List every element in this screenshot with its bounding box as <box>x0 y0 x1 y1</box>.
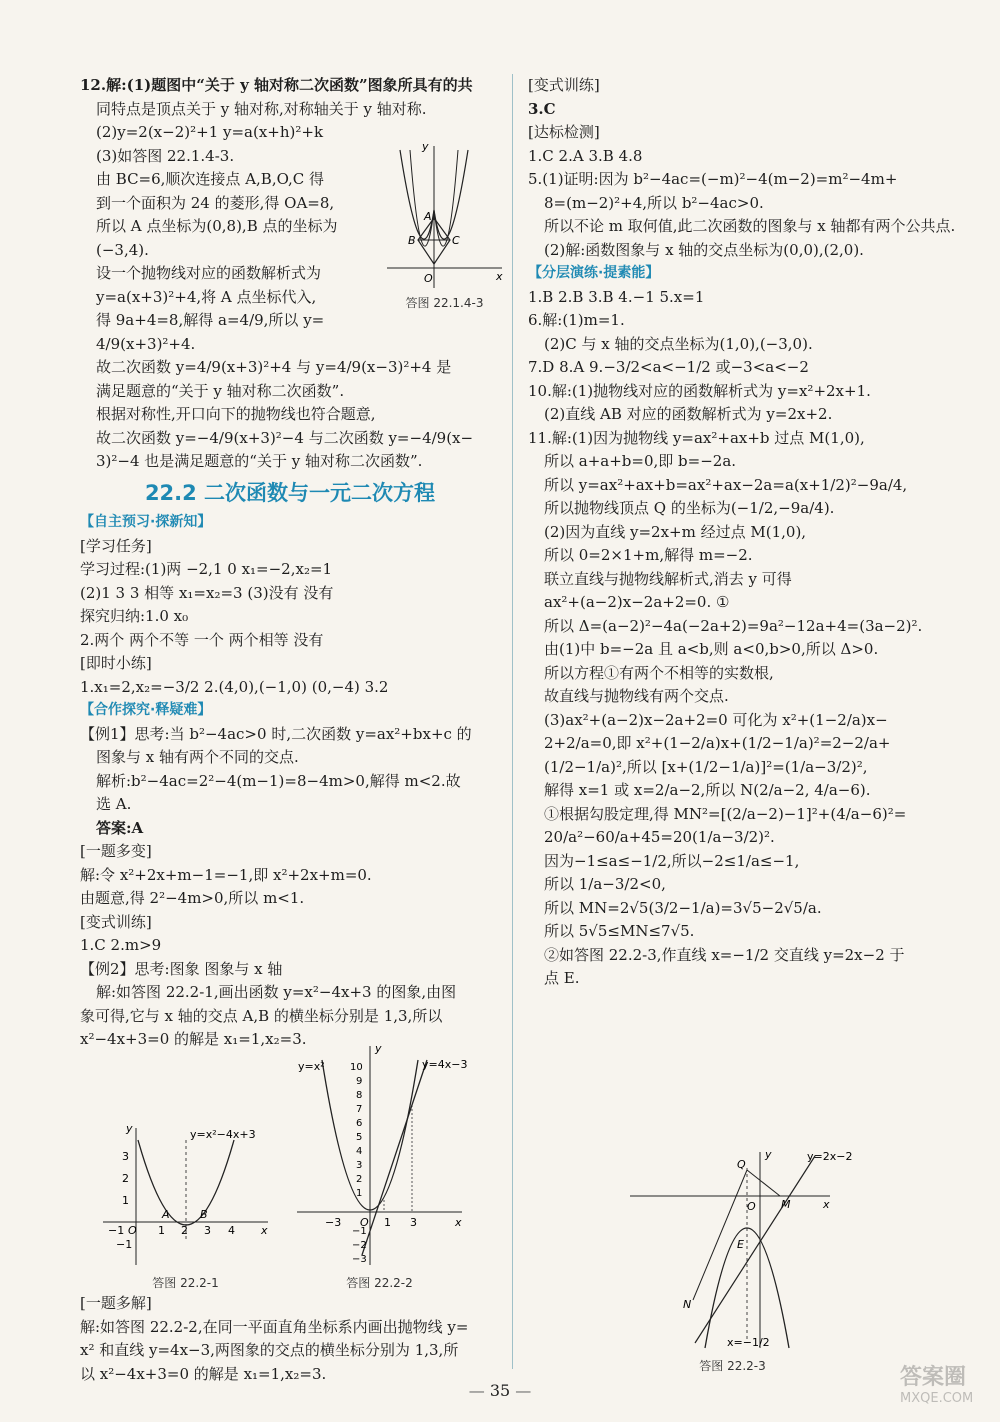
segment-QN <box>693 1170 747 1300</box>
tick-y: 6 <box>356 1118 363 1129</box>
preview-line: 学习过程:(1)两 −2,1 0 x₁=−2,x₂=1 <box>80 560 333 578</box>
q12-line: 得 9a+4=8,解得 a=4/9,所以 y= <box>96 311 325 329</box>
layered-line: 10.解:(1)抛物线对应的函数解析式为 y=x²+2x+1. <box>528 381 871 400</box>
vline-label: x=−1/2 <box>727 1336 770 1349</box>
line-y-2x-2 <box>695 1156 815 1343</box>
parabola-left <box>410 150 434 246</box>
example1-line: 答案:A <box>96 818 144 837</box>
column-divider <box>512 74 513 1369</box>
graph-22-2-3-svg <box>625 1148 853 1353</box>
tick-x: 3 <box>410 1216 417 1229</box>
graph-caption: 答图 22.2-2 <box>346 1276 413 1290</box>
layered-line: 所以 5√5≤MN≤7√5. <box>544 922 695 940</box>
q12-line: 同特点是顶点关于 y 轴对称,对称轴关于 y 轴对称. <box>96 99 427 118</box>
tick-x: −3 <box>325 1216 342 1229</box>
graph-caption: 答图 22.2-3 <box>699 1359 766 1373</box>
tick-y: −2 <box>352 1240 367 1251</box>
tick-y: 1 <box>356 1188 363 1199</box>
label-E: E <box>737 1238 744 1251</box>
example2-line: 象可得,它与 x 轴的交点 A,B 的横坐标分别是 1,3,所以 <box>80 1006 443 1025</box>
multi-solution-block <box>80 1292 500 1386</box>
graph-22-2-1-svg <box>98 1120 273 1270</box>
multi-line: 以 x²−4x+3=0 的解是 x₁=1,x₂=3. <box>80 1364 327 1383</box>
preview-line: 探究归纳:1.0 x₀ <box>80 607 189 625</box>
multi-solution-label: [一题多解] <box>80 1294 152 1312</box>
multi-line: x² 和直线 y=4x−3,两图象的交点的横坐标分别为 1,3,所 <box>80 1341 459 1359</box>
standard-test-label: [达标检测] <box>528 123 600 141</box>
watermark-sub: MXQE.COM <box>900 1391 974 1406</box>
graph-caption: 答图 22.1.4-3 <box>405 296 484 310</box>
tick-x: 1 <box>384 1216 391 1229</box>
layered-line: 6.解:(1)m=1. <box>528 311 625 329</box>
label-x: x <box>261 1224 268 1237</box>
q12-line: 由 BC=6,顺次连接点 A,B,O,C 得 <box>96 170 325 188</box>
multi-line: 解:如答图 22.2-2,在同一平面直角坐标系内画出抛物线 y= <box>80 1317 469 1336</box>
tick-y: 3 <box>122 1150 129 1163</box>
graph-22-2-2-svg <box>292 1040 467 1270</box>
watermark-logo <box>900 1360 990 1415</box>
tick-x: −1 <box>108 1224 125 1237</box>
layered-line: 7.D 8.A 9.−3/2<a<−1/2 或−3<a<−2 <box>528 358 809 376</box>
test-line: 1.C 2.A 3.B 4.8 <box>528 146 643 165</box>
tick-x: 2 <box>181 1224 188 1237</box>
dash-decoration: — <box>468 1381 490 1400</box>
layered-line: 点 E. <box>544 969 580 987</box>
label-C: C <box>452 234 460 247</box>
q12-line: 12.解:(1)题图中“关于 y 轴对称二次函数”图象所具有的共 <box>80 76 473 94</box>
q12-line: 4/9(x+3)²+4. <box>96 334 196 353</box>
label-x: x <box>823 1198 830 1211</box>
tick-y: 1 <box>122 1194 129 1207</box>
section-heading-layered: 【分层演练·提素能】 <box>528 265 660 281</box>
layered-line: 联立直线与抛物线解析式,消去 y 可得 <box>544 569 792 588</box>
graph-22-2-2 <box>292 1040 467 1290</box>
example1-line: 【例1】思考:当 b²−4ac>0 时,二次函数 y=ax²+bx+c 的 <box>80 724 472 743</box>
label-B: B <box>408 234 416 247</box>
variant-training-label: [变式训练] <box>528 76 600 94</box>
variant-line: 1.C 2.m>9 <box>80 936 162 954</box>
layered-line: 因为−1≤a≤−1/2,所以−2≤1/a≤−1, <box>544 851 800 870</box>
label-x: x <box>455 1216 462 1229</box>
tick-y: 7 <box>356 1104 363 1115</box>
tick-y: −1 <box>116 1238 133 1251</box>
tick-y: 5 <box>356 1132 363 1143</box>
graph-22-2-1 <box>98 1120 273 1290</box>
example1-line: 图象与 x 轴有两个不同的交点. <box>96 748 299 766</box>
tick-y: 10 <box>350 1062 363 1073</box>
tick-x: 1 <box>158 1224 165 1237</box>
layered-line: (2)C 与 x 轴的交点坐标为(1,0),(−3,0). <box>544 334 813 353</box>
tick-y: 3 <box>356 1160 363 1171</box>
layered-line: 所以 MN=2√5(3/2−1/a)=3√5−2√5/a. <box>544 898 822 917</box>
q12-line: (−3,4). <box>96 240 149 259</box>
test-line: 所以不论 m 取何值,此二次函数的图象与 x 轴都有两个公共点. <box>544 217 956 235</box>
label-O: O <box>747 1200 756 1213</box>
preview-line: 2.两个 两个不等 一个 两个相等 没有 <box>80 630 324 649</box>
label-y: y <box>422 140 429 153</box>
parabola-right <box>434 150 458 246</box>
q12-line: 设一个抛物线对应的函数解析式为 <box>96 264 322 282</box>
one-question-change-label: [一题多变] <box>80 842 152 860</box>
layered-line: 所以 0=2×1+m,解得 m=−2. <box>544 546 753 564</box>
preview-line: (2)1 3 3 相等 x₁=x₂=3 (3)没有 没有 <box>80 583 334 602</box>
tick-x: O <box>360 1216 369 1229</box>
tick-x: 3 <box>204 1224 211 1237</box>
q12-line: (2)y=2(x−2)²+1 y=a(x+h)²+k <box>96 123 324 141</box>
layered-line: 故直线与抛物线有两个交点. <box>544 687 729 705</box>
example2-line: x²−4x+3=0 的解是 x₁=1,x₂=3. <box>80 1030 307 1048</box>
label-y: y <box>375 1042 382 1055</box>
graph-22-1-4-3-svg <box>382 140 507 290</box>
label-O: O <box>424 272 433 285</box>
study-task-label: [学习任务] <box>80 536 152 555</box>
layered-line: 解得 x=1 或 x=2/a−2,所以 N(2/a−2, 4/a−6). <box>544 781 871 799</box>
label-M: M <box>781 1198 791 1211</box>
test-line: 5.(1)证明:因为 b²−4ac=(−m)²−4(m−2)=m²−4m+ <box>528 170 898 188</box>
chapter-title: 22.2 二次函数与一元二次方程 <box>144 480 436 505</box>
dash-decoration: — <box>515 1381 532 1400</box>
layered-line: 所以 y=ax²+ax+b=ax²+ax−2a=a(x+1/2)²−9a/4, <box>544 475 908 494</box>
example2-line: 【例2】思考:图象 图象与 x 轴 <box>80 959 283 978</box>
layered-line: ①根据勾股定理,得 MN²=[(2/a−2)−1]²+(4/a−6)²= <box>544 804 907 823</box>
change-line: 解:令 x²+2x+m−1=−1,即 x²+2x+m=0. <box>80 865 372 884</box>
q12-line: 到一个面积为 24 的菱形,得 OA=8, <box>96 193 335 212</box>
right-column <box>528 74 956 991</box>
variant-answer: 3.C <box>528 99 556 118</box>
q12-line: 3)²−4 也是满足题意的“关于 y 轴对称二次函数”. <box>96 452 423 470</box>
layered-line: 所以 Δ=(a−2)²−4a(−2a+2)=9a²−12a+4=(3a−2)². <box>544 616 923 635</box>
tick-y: −3 <box>352 1254 367 1265</box>
section-heading-preview: 【自主预习·探新知】 <box>80 514 212 530</box>
segment-QM <box>747 1170 780 1196</box>
page-number-footer <box>0 1381 1000 1400</box>
layered-line: (3)ax²+(a−2)x−2a+2=0 可化为 x²+(1−2/a)x− <box>544 710 888 729</box>
label-B: B <box>200 1208 208 1221</box>
example1-line: 解析:b²−4ac=2²−4(m−1)=8−4m>0,解得 m<2.故 <box>96 771 461 790</box>
line-y-4x-3 <box>362 1060 427 1255</box>
q12-line: 所以 A 点坐标为(0,8),B 点的坐标为 <box>96 217 338 235</box>
graph-22-2-3 <box>625 1148 853 1373</box>
tick-x: 4 <box>228 1224 235 1237</box>
layered-line: (2)直线 AB 对应的函数解析式为 y=2x+2. <box>544 405 833 423</box>
test-line: (2)解:函数图象与 x 轴的交点坐标为(0,0),(2,0). <box>544 240 864 259</box>
layered-line: 2+2/a=0,即 x²+(1−2/a)x+(1/2−1/a)²=2−2/a+ <box>544 734 891 752</box>
function-label: y=x²−4x+3 <box>190 1128 256 1141</box>
tick-y: 9 <box>356 1076 363 1087</box>
label-A: A <box>424 210 432 223</box>
q12-line: 故二次函数 y=−4/9(x+3)²−4 与二次函数 y=−4/9(x− <box>96 428 474 447</box>
layered-line: 11.解:(1)因为抛物线 y=ax²+ax+b 过点 M(1,0), <box>528 428 865 447</box>
practice-line: 1.x₁=2,x₂=−3/2 2.(4,0),(−1,0) (0,−4) 3.2 <box>80 677 389 696</box>
example1-line: 选 A. <box>96 795 132 813</box>
practice-label: [即时小练] <box>80 654 152 672</box>
q12-line: y=a(x+3)²+4,将 A 点坐标代入, <box>96 287 317 306</box>
page-number: 35 <box>489 1381 511 1400</box>
layered-line: ax²+(a−2)x−2a+2=0. ① <box>544 593 730 611</box>
layered-line: (1/2−1/a)²,所以 [x+(1/2−1/a)]²=(1/a−3/2)², <box>544 757 868 776</box>
test-line: 8=(m−2)²+4,所以 b²−4ac>0. <box>544 193 764 212</box>
q12-line: 满足题意的“关于 y 轴对称二次函数”. <box>96 381 345 400</box>
layered-line: 所以抛物线顶点 Q 的坐标为(−1/2,−9a/4). <box>544 499 835 517</box>
tick-y: 2 <box>122 1172 129 1185</box>
tick-y: 4 <box>356 1146 363 1157</box>
tick-y: 8 <box>356 1090 363 1101</box>
q12-line: 故二次函数 y=4/9(x+3)²+4 与 y=4/9(x−3)²+4 是 <box>96 358 452 376</box>
label-y: y <box>765 1148 772 1161</box>
change-line: 由题意,得 2²−4m>0,所以 m<1. <box>80 889 305 907</box>
layered-line: 20/a²−60/a+45=20(1/a−3/2)². <box>544 828 775 846</box>
label-x: x <box>496 270 503 283</box>
line-label: y=2x−2 <box>807 1150 853 1163</box>
variant-training-label: [变式训练] <box>80 912 152 931</box>
function-label: y=x² <box>298 1060 325 1073</box>
label-A: A <box>162 1208 170 1221</box>
layered-line: 1.B 2.B 3.B 4.−1 5.x=1 <box>528 287 705 306</box>
layered-line: 由(1)中 b=−2a 且 a<b,则 a<0,b>0,所以 Δ>0. <box>544 640 879 658</box>
layered-line: 所以 a+a+b=0,即 b=−2a. <box>544 452 737 470</box>
section-heading-explore: 【合作探究·释疑难】 <box>80 702 212 718</box>
function-label: y=4x−3 <box>422 1058 468 1071</box>
q12-line: 根据对称性,开口向下的抛物线也符合题意, <box>96 405 376 423</box>
label-y: y <box>126 1122 133 1135</box>
q12-line: (3)如答图 22.1.4-3. <box>96 146 235 165</box>
layered-line: ②如答图 22.2-3,作直线 x=−1/2 交直线 y=2x−2 于 <box>544 945 905 964</box>
layered-line: 所以方程①有两个不相等的实数根, <box>544 663 774 682</box>
tick-y: −1 <box>352 1226 367 1237</box>
layered-line: 所以 1/a−3/2<0, <box>544 875 666 893</box>
layered-line: (2)因为直线 y=2x+m 经过点 M(1,0), <box>544 522 807 541</box>
tick-y: 2 <box>356 1174 363 1185</box>
tick-x: O <box>128 1224 137 1237</box>
label-Q: Q <box>737 1158 746 1171</box>
example2-line: 解:如答图 22.2-1,画出函数 y=x²−4x+3 的图象,由图 <box>96 983 457 1001</box>
watermark-main: 答案圈 <box>900 1365 967 1390</box>
graph-caption: 答图 22.2-1 <box>152 1276 219 1290</box>
graph-22-1-4-3 <box>382 140 507 310</box>
label-N: N <box>683 1298 692 1311</box>
